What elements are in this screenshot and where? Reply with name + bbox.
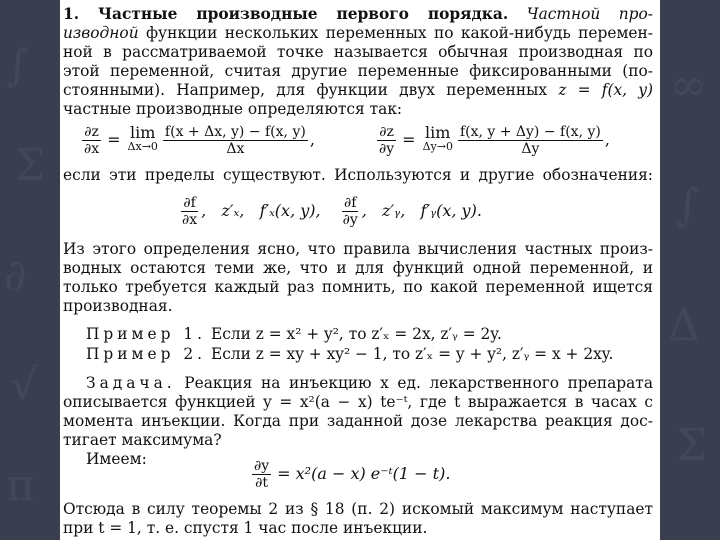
text-span: стоянными). Например, для функции двух переменных (63, 81, 548, 99)
denominator: Δy (521, 140, 540, 157)
fraction (163, 124, 308, 157)
text-line: производная. (63, 297, 173, 315)
fraction (377, 124, 396, 157)
denominator: ∂y (379, 140, 395, 157)
text-line: водных остаются теми же, что и для функций одной переменной, и (63, 259, 653, 277)
text-line: Из этого определения ясно, что правила вычисления частных произ- (63, 240, 653, 258)
numerator: ∂z (379, 123, 394, 140)
denominator: ∂x (84, 140, 100, 157)
text-line: Имеем: (86, 450, 147, 468)
denominator: ∂t (255, 474, 269, 491)
task-label: Задача. (86, 374, 176, 392)
fraction (458, 124, 603, 157)
limit (127, 123, 158, 154)
partial-derivative-y-definition (375, 118, 610, 162)
bg-glyph: Δ (668, 300, 700, 351)
alternative-notations (178, 189, 482, 233)
bg-glyph: Σ (14, 140, 46, 191)
numerator: ∂f (183, 194, 196, 211)
equals-sign: = (402, 130, 416, 149)
partial-derivative-x-definition (80, 118, 315, 162)
equation-rhs: = x²(a − x) e⁻ᵗ(1 − t). (277, 464, 451, 483)
numerator: ∂y (254, 457, 270, 474)
bg-glyph: ∫ (676, 180, 699, 231)
notation-x: , z′ₓ, f′ₓ(x, y), (201, 201, 321, 220)
derivative-equation (250, 452, 450, 496)
text-line: ной в рассматриваемой точке называется обычная производная по (63, 43, 653, 61)
limit-subscript: Δx→0 (127, 140, 158, 153)
comma: , (604, 130, 610, 149)
numerator: ∂z (84, 123, 99, 140)
numerator: f(x, y + Δy) − f(x, y) (459, 123, 601, 140)
bg-glyph: ∫ (6, 40, 29, 91)
fraction (180, 195, 199, 228)
example-label: Пример 2. (86, 345, 207, 363)
text-line: при t = 1, т. е. спустя 1 час после инъекции. (63, 519, 428, 537)
limit-word: lim (130, 123, 156, 142)
term-italic: Частной про- (526, 5, 653, 23)
denominator: ∂x (182, 211, 198, 228)
example-1 (86, 325, 646, 344)
text-line: частные производные определяются так: (63, 100, 403, 118)
term-italic: изводной (63, 24, 139, 42)
text-span: Реакция на инъекцию x ед. лекарственного препарата (184, 374, 653, 392)
text-line (63, 81, 653, 100)
fraction (252, 458, 271, 491)
text-line (63, 5, 653, 24)
section-heading: 1. Частные производные первого порядка. (63, 5, 509, 23)
inline-formula: z = f(x, y) (558, 81, 653, 99)
example-text: Если z = x² + y², то z′ₓ = 2x, z′ᵧ = 2y. (210, 325, 502, 343)
example-text: Если z = xy + xy² − 1, то z′ₓ = y + y², z′ᵧ = x + 2xy. (210, 345, 614, 363)
bg-glyph: π (6, 460, 35, 511)
example-label: Пример 1. (86, 325, 207, 343)
text-line (63, 24, 653, 43)
text-line (86, 374, 653, 393)
bg-glyph: Σ (676, 420, 708, 471)
text-line: момента инъекции. Когда при заданной дозе лекарства реакция дос- (63, 412, 653, 430)
text-line: описывается функцией y = x²(a − x) te⁻ᵗ, где t выражается в часах с (63, 393, 653, 411)
denominator: Δx (226, 140, 245, 157)
example-2 (86, 345, 646, 364)
numerator: ∂f (343, 194, 357, 211)
text-line: только требуется каждый раз помнить, по какой переменной ищется (63, 278, 653, 296)
equals-sign: = (107, 130, 121, 149)
scanned-page (60, 0, 660, 540)
text-line: тигает максимума? (63, 431, 222, 449)
notation-y: , z′ᵧ, f′ᵧ(x, y). (361, 201, 482, 220)
text-line: если эти пределы существуют. Используются и другие обозначения: (63, 166, 653, 184)
limit-subscript: Δy→0 (422, 140, 453, 153)
denominator: ∂y (342, 211, 358, 228)
limit (422, 123, 453, 154)
bg-glyph: √ (10, 360, 39, 411)
bg-glyph: ∞ (670, 60, 707, 111)
text-span: функции нескольких переменных по какой-нибудь перемен- (146, 24, 653, 42)
limit-word: lim (425, 123, 451, 142)
numerator: f(x + Δx, y) − f(x, y) (164, 123, 306, 140)
text-line: Отсюда в силу теоремы 2 из § 18 (п. 2) искомый максимум наступает (63, 500, 653, 518)
fraction (82, 124, 101, 157)
bg-glyph: ∂ (4, 250, 27, 301)
fraction (341, 195, 360, 228)
comma: , (309, 130, 315, 149)
text-line: этой переменной, считая другие переменные фиксированными (по- (63, 62, 653, 80)
